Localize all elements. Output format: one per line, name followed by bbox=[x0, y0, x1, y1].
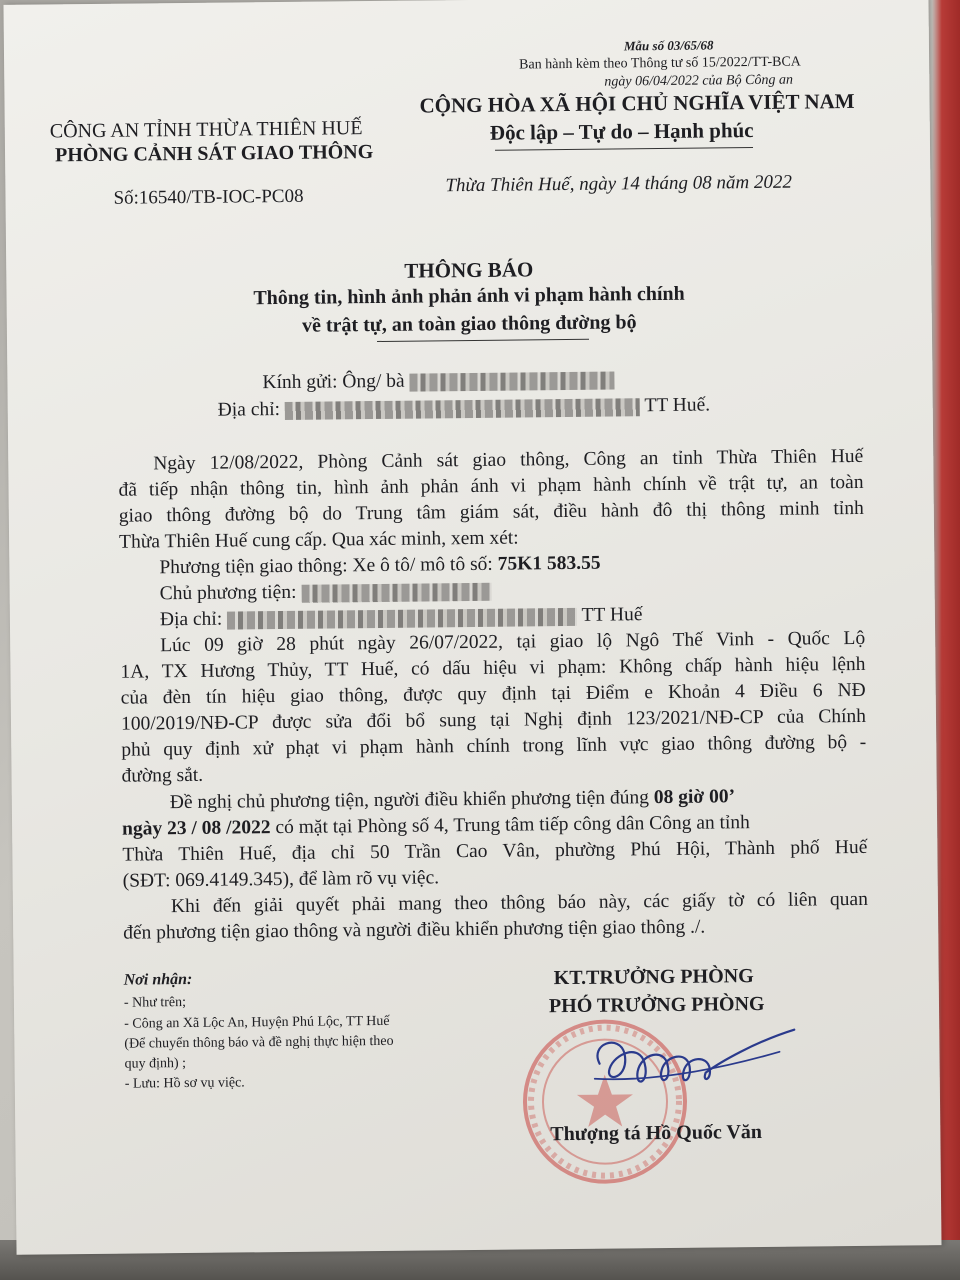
paragraph-1-line-1: Ngày 12/08/2022, Phòng Cảnh sát giao thông, Công an tỉnh Thừa Thiên Huế bbox=[153, 445, 864, 475]
document-title: THÔNG BÁO bbox=[404, 257, 534, 283]
agency-name-line-2: PHÒNG CẢNH SÁT GIAO THÔNG bbox=[54, 141, 374, 167]
owner-address-label: Địa chỉ: bbox=[159, 608, 223, 631]
document-page bbox=[3, 0, 941, 1255]
national-motto: Độc lập – Tự do – Hạnh phúc bbox=[489, 118, 754, 145]
redacted-recipient-name bbox=[409, 371, 614, 391]
violation-line-5: phủ quy định xử phạt vi phạm hành chính trong lĩnh vực giao thông đường bộ - bbox=[121, 731, 867, 761]
receiver-line-4: quy định) ; bbox=[124, 1056, 187, 1072]
address-label: Địa chỉ: bbox=[217, 399, 281, 421]
redacted-owner-address bbox=[227, 607, 577, 629]
violation-line-4: 100/2019/NĐ-CP được sửa đổi bổ sung tại Nghị định 123/2021/NĐ-CP của Chính bbox=[120, 705, 867, 735]
receiver-line-3: (Để chuyển thông báo và đề nghị thực hiện theo bbox=[124, 1033, 394, 1052]
license-plate: 75K1 583.55 bbox=[497, 552, 601, 575]
national-title: CỘNG HÒA XÃ HỘI CHỦ NGHĨA VIỆT NAM bbox=[419, 88, 855, 118]
owner-label: Chủ phương tiện: bbox=[159, 581, 297, 605]
place-and-date: Thừa Thiên Huế, ngày 14 tháng 08 năm 2022 bbox=[445, 171, 793, 197]
signature-title-1: KT.TRƯỞNG PHÒNG bbox=[553, 965, 754, 990]
redacted-recipient-address bbox=[285, 398, 640, 420]
receiver-line-1: - Như trên; bbox=[123, 995, 187, 1011]
issued-by-line-2: ngày 06/04/2022 của Bộ Công an bbox=[604, 72, 793, 90]
greeting-label: Kính gửi: Ông/ bà bbox=[262, 370, 405, 394]
violation-line-3: của đèn tín hiệu giao thông, được quy định tại Điểm e Khoản 4 Điều 6 NĐ bbox=[120, 679, 866, 709]
owner-line bbox=[160, 580, 492, 605]
issued-by-line-1: Ban hành kèm theo Thông tư số 15/2022/TT-BCA bbox=[519, 54, 801, 73]
receiver-line-5: - Lưu: Hồ sơ vụ việc. bbox=[124, 1075, 245, 1092]
request-text-1: Đề nghị chủ phương tiện, người điều khiển phương tiện đúng bbox=[169, 787, 650, 814]
document-subtitle-line-1: Thông tin, hình ảnh phản ánh vi phạm hành chính bbox=[253, 282, 685, 310]
request-line-4: (SĐT: 069.4149.345), để làm rõ vụ việc. bbox=[122, 867, 440, 892]
subtitle-underline bbox=[377, 339, 589, 342]
motto-underline bbox=[495, 147, 753, 151]
violation-line-2: 1A, TX Hương Thủy, TT Huế, có dấu hiệu vi phạm: Không chấp hành hiệu lệnh bbox=[120, 653, 866, 683]
redacted-owner-name bbox=[301, 582, 491, 602]
request-line-2 bbox=[122, 812, 750, 841]
owner-address-suffix: TT Huế bbox=[581, 604, 643, 626]
document-subtitle-line-2: về trật tự, an toàn giao thông đường bộ bbox=[301, 311, 637, 337]
final-line-2: đến phương tiện giao thông và người điều khiển phương tiện giao thông ./. bbox=[123, 916, 706, 944]
receiver-line-2: - Công an Xã Lộc An, Huyện Phú Lộc, TT Huế bbox=[124, 1013, 390, 1032]
appointment-date: ngày 23 / 08 /2022 bbox=[122, 817, 271, 840]
signature-title-2: PHÓ TRƯỞNG PHÒNG bbox=[548, 992, 765, 1018]
request-line-1 bbox=[170, 786, 735, 814]
handwritten-signature bbox=[579, 1021, 810, 1103]
receivers-title: Nơi nhận: bbox=[123, 970, 193, 989]
signer-name: Thượng tá Hồ Quốc Văn bbox=[550, 1120, 763, 1146]
paragraph-1-line-4: Thừa Thiên Huế cung cấp. Qua xác minh, xem xét: bbox=[119, 527, 519, 553]
request-text-2: có mặt tại Phòng số 4, Trung tâm tiếp công dân Công an tỉnh bbox=[275, 812, 750, 839]
final-line-1: Khi đến giải quyết phải mang theo thông báo này, các giấy tờ có liên quan bbox=[170, 888, 869, 918]
paragraph-1-line-2: đã tiếp nhận thông tin, hình ảnh phản ánh vi phạm hành chính về trật tự, an toàn bbox=[118, 471, 864, 501]
violation-line-1: Lúc 09 giờ 28 phút ngày 26/07/2022, tại giao lộ Ngô Thế Vinh - Quốc Lộ bbox=[160, 627, 866, 657]
appointment-time: 08 giờ 00’ bbox=[653, 786, 736, 809]
address-suffix: TT Huế. bbox=[644, 394, 711, 417]
document-number: Số:16540/TB-IOC-PC08 bbox=[113, 185, 304, 209]
form-number: Mẫu số 03/65/68 bbox=[623, 37, 714, 54]
vehicle-line bbox=[159, 553, 600, 580]
paragraph-1-line-3: giao thông đường bộ do Trung tâm giám sát, điều hành đô thị thông minh tỉnh bbox=[118, 497, 864, 527]
agency-name-line-1: CÔNG AN TỈNH THỪA THIÊN HUẾ bbox=[49, 117, 363, 143]
request-line-3: Thừa Thiên Huế, địa chỉ 50 Trần Cao Vân, phường Phú Hội, Thành phố Huế bbox=[122, 836, 868, 866]
vehicle-label: Phương tiện giao thông: Xe ô tô/ mô tô số: bbox=[159, 553, 493, 579]
violation-line-6: đường sắt. bbox=[121, 764, 204, 787]
recipient-address-line bbox=[218, 395, 711, 422]
owner-address-line bbox=[160, 604, 643, 631]
greeting-line bbox=[262, 369, 614, 395]
